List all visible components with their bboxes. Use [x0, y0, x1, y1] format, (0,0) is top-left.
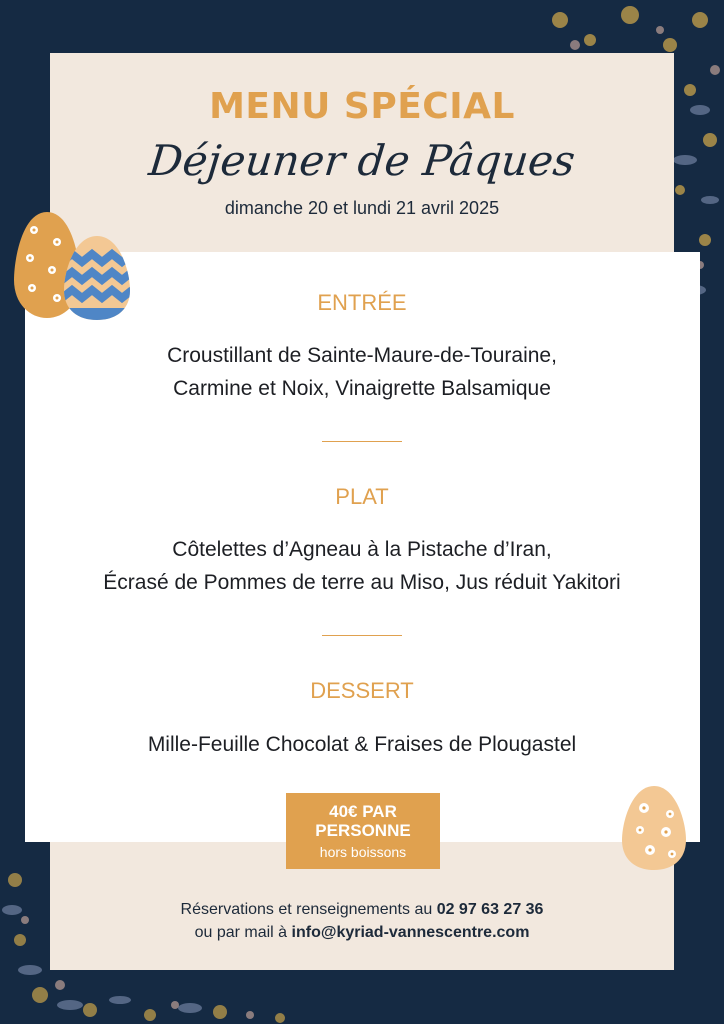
price-line-2: PERSONNE	[315, 821, 411, 840]
dish-plat-line-2: Écrasé de Pommes de terre au Miso, Jus réduit Yakitori	[103, 571, 621, 594]
dish-plat-line-1: Côtelettes d’Agneau à la Pistache d’Iran,	[172, 538, 552, 561]
dish-entree-line-1: Croustillant de Sainte-Maure-de-Touraine,	[167, 344, 557, 367]
section-title-dessert: DESSERT	[310, 678, 414, 703]
phone-number[interactable]: 02 97 63 27 36	[436, 901, 544, 918]
mail-text: ou par mail à	[194, 924, 292, 941]
menu-title: MENU SPÉCIAL	[209, 86, 515, 127]
section-title-entree: ENTRÉE	[317, 290, 407, 315]
divider	[322, 441, 402, 442]
section-title-plat: PLAT	[335, 484, 389, 509]
dish-dessert-line-1: Mille-Feuille Chocolat & Fraises de Plougastel	[147, 733, 577, 756]
reservation-line	[0, 898, 724, 921]
price-note: hors boissons	[319, 844, 407, 860]
reservation-text: Réservations et renseignements au	[180, 901, 437, 918]
mail-line	[0, 921, 724, 944]
menu-date: dimanche 20 et lundi 21 avril 2025	[224, 198, 500, 218]
divider	[322, 635, 402, 636]
price-line-1: 40€ PAR	[329, 802, 397, 821]
menu-subtitle: Déjeuner de Pâques	[146, 136, 578, 185]
dish-entree-line-2: Carmine et Noix, Vinaigrette Balsamique	[173, 377, 551, 400]
email-address[interactable]: info@kyriad-vannescentre.com	[291, 924, 530, 941]
reservation-info	[0, 898, 724, 944]
easter-egg-flowers-small-icon	[620, 784, 688, 872]
price-badge	[286, 793, 440, 869]
